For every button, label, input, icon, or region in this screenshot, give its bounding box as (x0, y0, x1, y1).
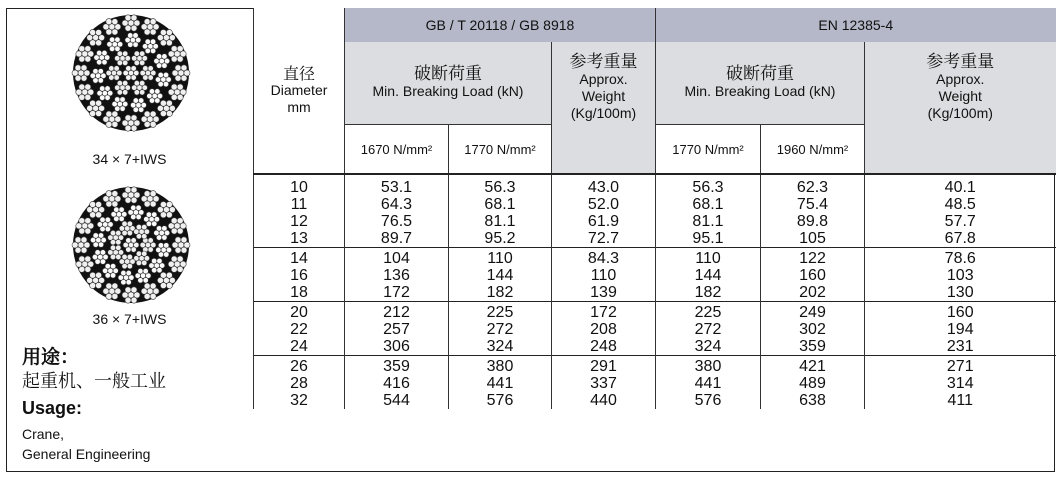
en-mbl-1960-cell: 89.8 (761, 213, 865, 230)
table-row (254, 392, 1056, 409)
gb-mbl-1670-cell: 257 (345, 321, 449, 338)
en-weight-header-en3: (Kg/100m) (927, 104, 993, 121)
rope-1-caption: 34 × 7+IWS (92, 151, 167, 167)
en-mbl-1770-cell: 56.3 (656, 174, 761, 196)
gb-mbl-1770-cell: 144 (449, 267, 552, 284)
usage-cn-title: 用途： (22, 346, 80, 368)
en-mbl-1770-cell: 182 (656, 284, 761, 302)
gb-mbl-1770-cell: 182 (449, 284, 552, 302)
gb-weight-header-cn: 参考重量 (569, 51, 638, 72)
standard-gb-header: GB / T 20118 / GB 8918 (345, 8, 656, 42)
gb-mbl-1770-cell: 380 (449, 356, 552, 376)
gb-mbl-1670-cell: 136 (345, 267, 449, 284)
gb-mbl-header-cn: 破断荷重 (414, 64, 482, 84)
gb-mbl-1670-cell: 359 (345, 356, 449, 376)
en-mbl-1960-cell: 122 (761, 248, 865, 268)
en-weight-cell: 57.7 (865, 213, 1056, 230)
diameter-cell: 20 (254, 302, 345, 322)
en-weight-cell: 314 (865, 375, 1056, 392)
en-mbl-1960-cell: 489 (761, 375, 865, 392)
table-row (254, 356, 1056, 376)
en-mbl-1960-cell: 638 (761, 392, 865, 409)
gb-mbl-1670-cell: 53.1 (345, 174, 449, 196)
gb-weight-cell: 110 (552, 267, 656, 284)
en-mbl-1960-cell: 421 (761, 356, 865, 376)
en-weight-cell: 67.8 (865, 230, 1056, 248)
gb-weight-cell: 52.0 (552, 196, 656, 213)
en-mbl-header-cn: 破断荷重 (726, 64, 794, 84)
en-grade-2: 1960 N/mm² (761, 125, 865, 175)
gb-grade-1: 1670 N/mm² (345, 125, 449, 175)
gb-mbl-1670-cell: 172 (345, 284, 449, 302)
rope-2-caption: 36 × 7+IWS (92, 311, 167, 327)
gb-weight-header-en2: Weight (581, 87, 626, 104)
diameter-cell: 28 (254, 375, 345, 392)
en-weight-header-en2: Weight (938, 87, 982, 104)
table-row (254, 213, 1056, 230)
en-mbl-1960-cell: 359 (761, 338, 865, 356)
usage-en-title: Usage: (22, 398, 83, 418)
table-row (254, 338, 1056, 356)
en-mbl-1770-cell: 110 (656, 248, 761, 268)
diameter-cell: 24 (254, 338, 345, 356)
diameter-header-en: Diameter (270, 82, 328, 98)
standards-row (254, 8, 1056, 42)
gb-weight-header-en3: (Kg/100m) (570, 104, 637, 121)
en-weight-cell: 103 (865, 267, 1056, 284)
en-weight-cell: 48.5 (865, 196, 1056, 213)
table-row (254, 248, 1056, 268)
rope-36x7-cross-section-icon (70, 184, 192, 306)
gb-weight-header-en1: Approx. (579, 70, 628, 87)
gb-weight-cell: 208 (552, 321, 656, 338)
diameter-cell: 10 (254, 174, 345, 196)
en-mbl-1770-cell: 81.1 (656, 213, 761, 230)
gb-weight-header (552, 42, 656, 174)
usage-en-line: Crane, (22, 426, 65, 442)
gb-weight-cell: 139 (552, 284, 656, 302)
gb-weight-cell: 84.3 (552, 248, 656, 268)
gb-weight-cell: 172 (552, 302, 656, 322)
en-mbl-1960-cell: 105 (761, 230, 865, 248)
en-mbl-1960-cell: 75.4 (761, 196, 865, 213)
gb-mbl-1670-cell: 306 (345, 338, 449, 356)
diameter-header-cn: 直径 (282, 64, 315, 83)
en-weight-cell: 411 (865, 392, 1056, 409)
en-mbl-1770-cell: 380 (656, 356, 761, 376)
gb-weight-cell: 43.0 (552, 174, 656, 196)
standard-en-header: EN 12385-4 (656, 8, 1056, 42)
gb-mbl-1770-cell: 95.2 (449, 230, 552, 248)
gb-mbl-1670-cell: 212 (345, 302, 449, 322)
gb-mbl-1670-cell: 64.3 (345, 196, 449, 213)
en-mbl-1960-cell: 249 (761, 302, 865, 322)
en-weight-cell: 271 (865, 356, 1056, 376)
table-row (254, 230, 1056, 248)
table-row (254, 375, 1056, 392)
en-mbl-1770-cell: 272 (656, 321, 761, 338)
table-row (254, 174, 1056, 196)
table-row (254, 302, 1056, 322)
gb-mbl-header (345, 42, 552, 125)
diameter-cell: 18 (254, 284, 345, 302)
en-mbl-1770-cell: 68.1 (656, 196, 761, 213)
diameter-cell: 32 (254, 392, 345, 409)
gb-mbl-1670-cell: 416 (345, 375, 449, 392)
gb-mbl-1770-cell: 272 (449, 321, 552, 338)
en-weight-cell: 40.1 (865, 174, 1056, 196)
usage-en-text (22, 424, 150, 464)
en-mbl-1770-cell: 576 (656, 392, 761, 409)
gb-weight-cell: 61.9 (552, 213, 656, 230)
en-mbl-1770-cell: 441 (656, 375, 761, 392)
diameter-header-unit: mm (287, 99, 311, 115)
gb-mbl-1770-cell: 68.1 (449, 196, 552, 213)
gb-mbl-1670-cell: 104 (345, 248, 449, 268)
diameter-cell: 11 (254, 196, 345, 213)
gb-weight-cell: 291 (552, 356, 656, 376)
gb-mbl-1770-cell: 225 (449, 302, 552, 322)
en-mbl-1960-cell: 202 (761, 284, 865, 302)
en-weight-cell: 194 (865, 321, 1056, 338)
gb-mbl-1770-cell: 576 (449, 392, 552, 409)
usage-en-line: General Engineering (22, 446, 151, 462)
gb-mbl-1670-cell: 544 (345, 392, 449, 409)
diameter-cell: 26 (254, 356, 345, 376)
table-row (254, 284, 1056, 302)
gb-mbl-1770-cell: 324 (449, 338, 552, 356)
table-row (254, 196, 1056, 213)
en-mbl-1770-cell: 144 (656, 267, 761, 284)
en-weight-header-en1: Approx. (936, 70, 985, 87)
gb-weight-cell: 248 (552, 338, 656, 356)
diameter-cell: 12 (254, 213, 345, 230)
gb-weight-cell: 72.7 (552, 230, 656, 248)
gb-mbl-1770-cell: 110 (449, 248, 552, 268)
gb-mbl-1770-cell: 81.1 (449, 213, 552, 230)
en-weight-cell: 130 (865, 284, 1056, 302)
en-weight-header-cn: 参考重量 (926, 51, 995, 72)
gb-weight-cell: 440 (552, 392, 656, 409)
gb-grade-2: 1770 N/mm² (449, 125, 552, 175)
en-mbl-1770-cell: 225 (656, 302, 761, 322)
diameter-cell: 16 (254, 267, 345, 284)
table-row (254, 321, 1056, 338)
en-weight-header (865, 42, 1056, 174)
en-mbl-1960-cell: 62.3 (761, 174, 865, 196)
diameter-cell: 13 (254, 230, 345, 248)
table-row (254, 267, 1056, 284)
en-weight-cell: 231 (865, 338, 1056, 356)
gb-mbl-1770-cell: 441 (449, 375, 552, 392)
en-weight-cell: 78.6 (865, 248, 1056, 268)
diameter-header (254, 8, 345, 174)
en-grade-1: 1770 N/mm² (656, 125, 761, 175)
spec-table (253, 8, 1056, 409)
gb-weight-cell: 337 (552, 375, 656, 392)
rope-34x7-cross-section-icon (70, 12, 192, 134)
gb-mbl-1770-cell: 56.3 (449, 174, 552, 196)
en-mbl-1770-cell: 324 (656, 338, 761, 356)
en-mbl-1960-cell: 302 (761, 321, 865, 338)
en-mbl-1770-cell: 95.1 (656, 230, 761, 248)
header-row (254, 42, 1056, 125)
en-mbl-1960-cell: 160 (761, 267, 865, 284)
usage-cn-text: 起重机、一般工业 (22, 371, 166, 392)
diameter-cell: 22 (254, 321, 345, 338)
diameter-cell: 14 (254, 248, 345, 268)
en-weight-cell: 160 (865, 302, 1056, 322)
en-mbl-header-en: Min. Breaking Load (kN) (684, 83, 836, 99)
gb-mbl-header-en: Min. Breaking Load (kN) (372, 83, 524, 99)
en-mbl-header (656, 42, 865, 125)
gb-mbl-1670-cell: 76.5 (345, 213, 449, 230)
gb-mbl-1670-cell: 89.7 (345, 230, 449, 248)
